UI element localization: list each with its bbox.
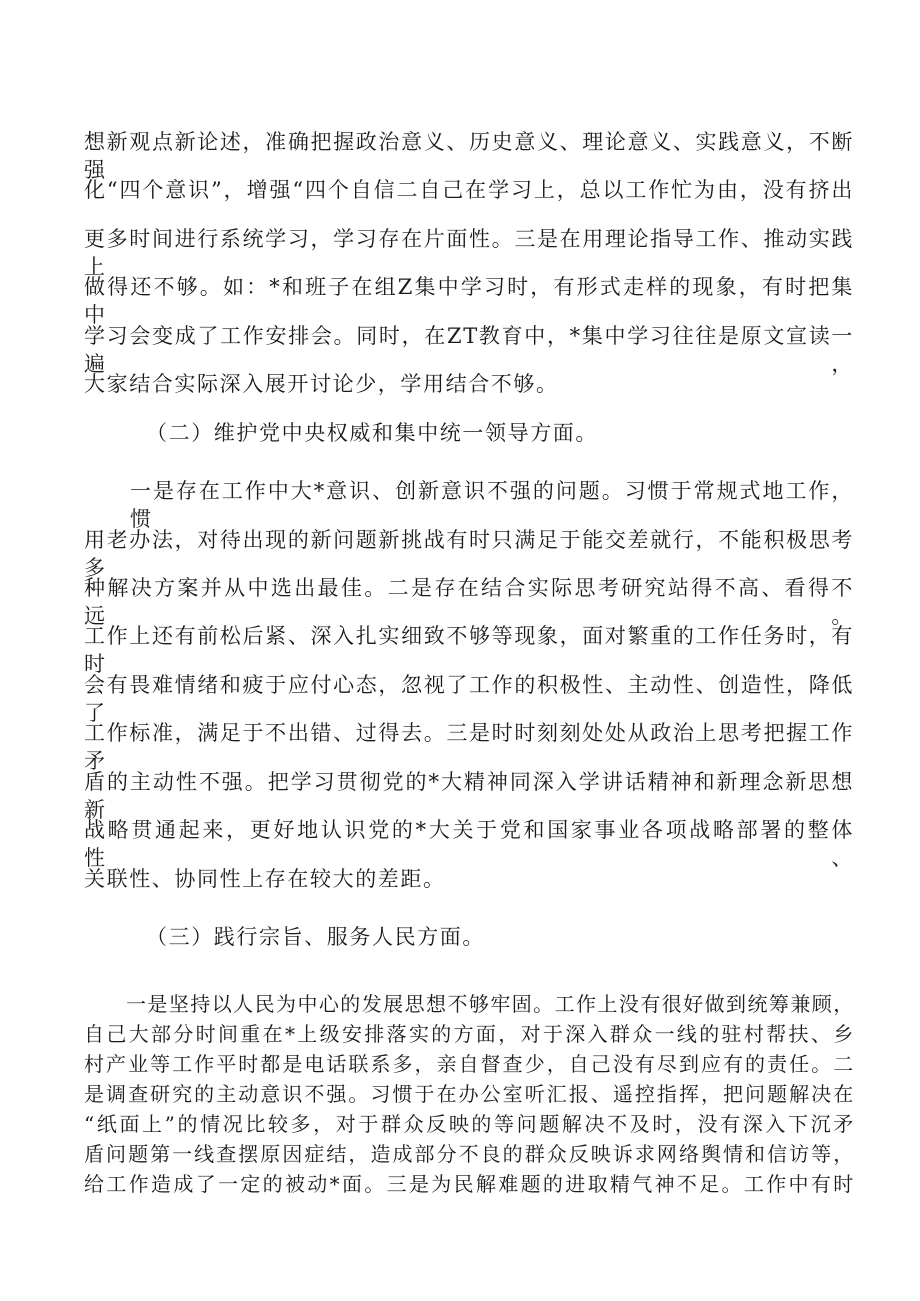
text-line: 关联性、协同性上存在较大的差距。 <box>84 867 446 891</box>
text-line: 自己大部分时间重在*上级安排落实的方面，对于深入群众一线的驻村帮扶、乡 <box>84 1022 854 1046</box>
section-heading: （三）践行宗旨、服务人民方面。 <box>146 925 485 949</box>
text-line: 大家结合实际深入展开讨论少，学用结合不够。 <box>84 372 559 396</box>
text-line: 学习会变成了工作安排会。同时，在ZT教育中，*集中学习往往是原文宣读一遍， <box>84 324 854 376</box>
section-heading: （二）维护党中央权威和集中统一领导方面。 <box>146 421 598 445</box>
text-line: 给工作造成了一定的被动*面。三是为民解难题的进取精气神不足。工作中有时 <box>84 1172 854 1196</box>
text-line: 做得还不够。如：*和班子在组Z集中学习时，有形式走样的现象，有时把集中 <box>84 275 854 327</box>
text-line: 更多时间进行系统学习，学习存在片面性。三是在用理论指导工作、推动实践上 <box>84 227 854 279</box>
text-line: 用老办法，对待出现的新问题新挑战有时只满足于能交差就行，不能积极思考多 <box>84 528 854 580</box>
text-line: 一是坚持以人民为中心的发展思想不够牢固。工作上没有很好做到统筹兼顾， <box>126 992 854 1016</box>
text-line: 盾的主动性不强。把学习贯彻党的*大精神同深入学讲话精神和新理念新思想新 <box>84 770 854 822</box>
text-line: 化“四个意识”，增强“四个自信二自己在学习上，总以工作忙为由，没有挤出 <box>84 178 854 202</box>
text-line: 会有畏难情绪和疲于应付心态，忽视了工作的积极性、主动性、创造性，降低了 <box>84 673 854 725</box>
text-line: 是调查研究的主动意识不强。习惯于在办公室听汇报、遥控指挥，把问题解决在 <box>84 1082 854 1106</box>
text-line: “纸面上”的情况比较多，对于群众反映的等问题解决不及时，没有深入下沉矛 <box>84 1112 854 1136</box>
text-line: 种解决方案并从中选出最佳。二是存在结合实际思考研究站得不高、看得不远。 <box>84 576 854 628</box>
text-line: 工作上还有前松后紧、深入扎实细致不够等现象，面对繁重的工作任务时，有时 <box>84 624 854 676</box>
text-line: 村产业等工作平时都是电话联系多，亲自督查少，自己没有尽到应有的责任。二 <box>84 1052 854 1076</box>
text-line: 一是存在工作中大*意识、创新意识不强的问题。习惯于常规式地工作，惯 <box>130 479 854 531</box>
text-line: 工作标准，满足于不出错、过得去。三是时时刻刻处处从政治上思考把握工作矛 <box>84 721 854 773</box>
text-line: 想新观点新论述，准确把握政治意义、历史意义、理论意义、实践意义，不断强 <box>84 130 854 182</box>
text-line: 盾问题第一线查摆原因症结，造成部分不良的群众反映诉求网络舆情和信访等， <box>84 1142 854 1166</box>
text-line: 战略贯通起来，更好地认识党的*大关于党和国家事业各项战略部署的整体性、 <box>84 818 854 870</box>
